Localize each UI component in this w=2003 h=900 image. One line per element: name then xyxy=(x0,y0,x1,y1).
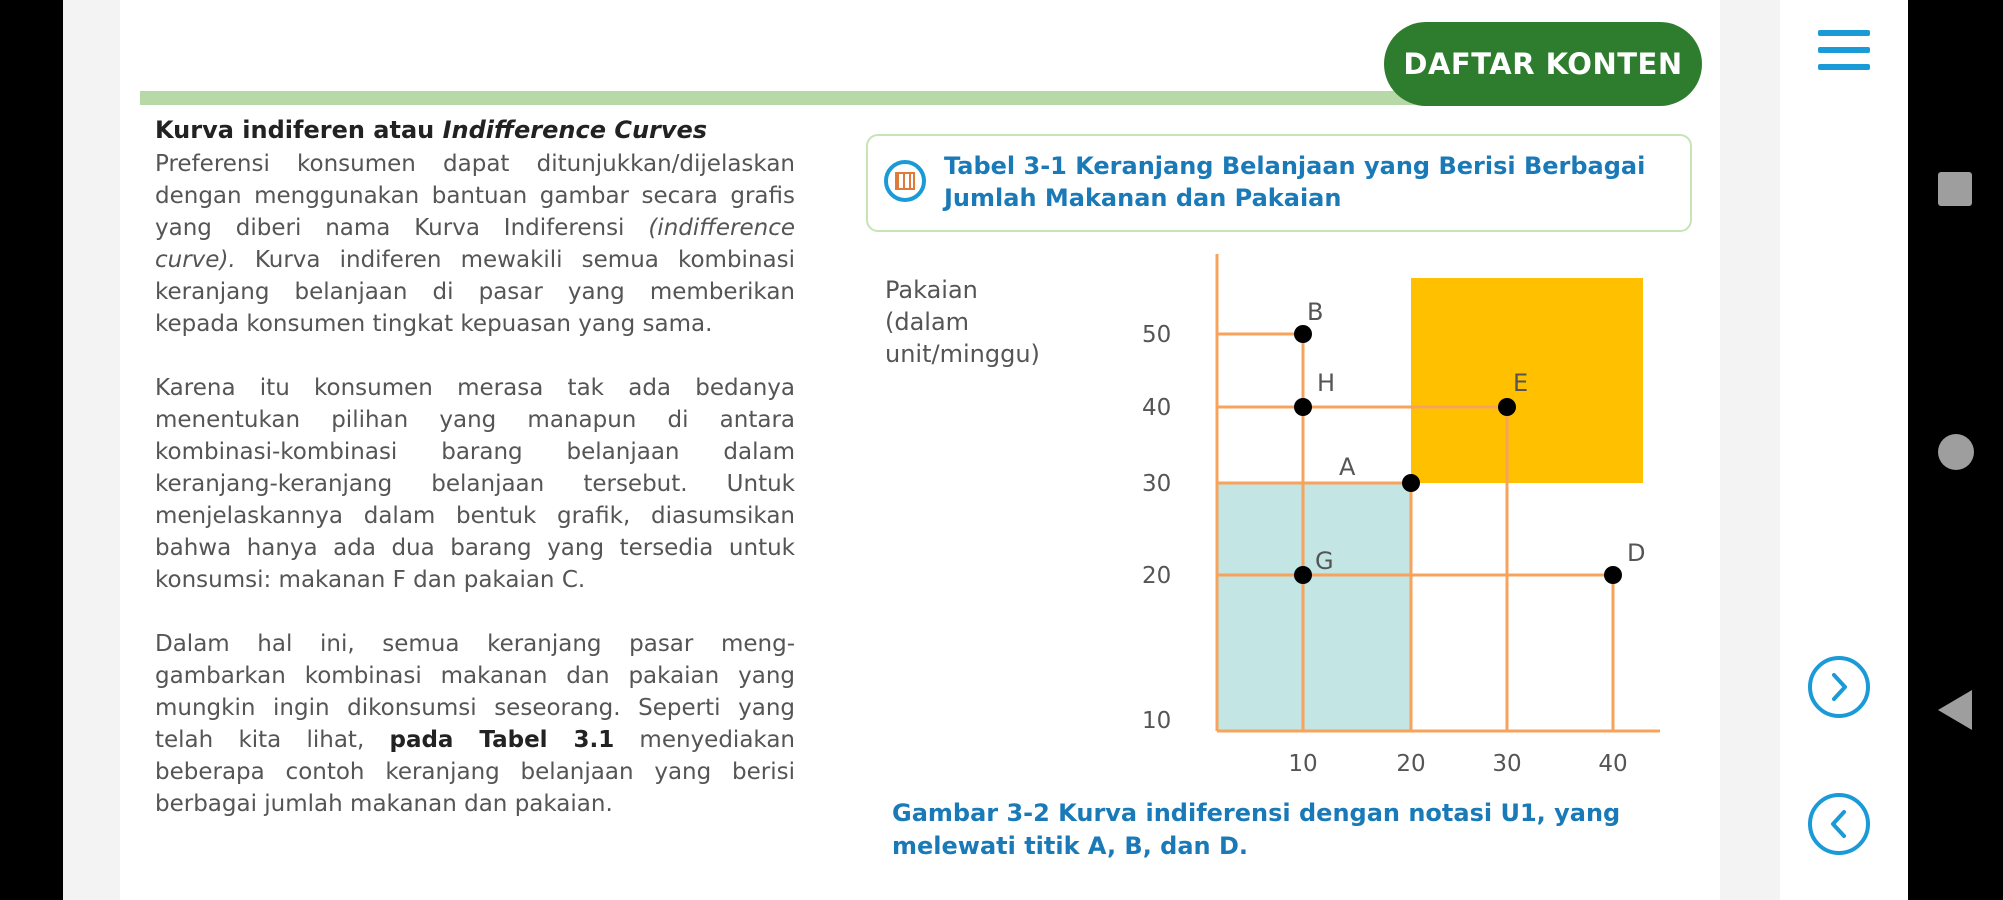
paragraph-2: Karena itu konsumen merasa tak ada bedanya menentukan pilihan yang manapun di antara kombinasi-kombinasi barang belanjaan dalam keranjang-keranjang belanjaan tersebut. Untuk menjelaskannya dalam bentuk grafik, diasumsikan bahwa hanya ada dua barang yang tersedia untuk konsumsi: makanan F dan pakaian C. xyxy=(155,375,795,593)
y-tick-label: 40 xyxy=(1142,395,1172,421)
y-axis-label: (dalam xyxy=(885,308,970,336)
table-caption: Tabel 3-1 Keranjang Belanjaan yang Berisi Berbagai Jumlah Makanan dan Pakaian xyxy=(944,152,1646,212)
less-preferred-region xyxy=(1217,483,1411,731)
x-tick-label: 40 xyxy=(1598,751,1628,777)
point-label-E: E xyxy=(1513,369,1529,397)
hamburger-menu-icon[interactable] xyxy=(1818,30,1870,74)
prev-page-button[interactable] xyxy=(1808,793,1870,855)
p3-bold[interactable]: pada Tabel 3.1 xyxy=(389,727,615,753)
side-panel xyxy=(1780,0,1908,900)
y-tick-label: 50 xyxy=(1142,322,1172,348)
article-text xyxy=(155,116,795,852)
point-label-D: D xyxy=(1627,539,1646,567)
next-page-button[interactable] xyxy=(1808,656,1870,718)
article-title xyxy=(155,116,795,144)
title-plain: Kurva indiferen atau xyxy=(155,116,443,144)
back-nav-icon[interactable] xyxy=(1938,690,1972,730)
point-label-A: A xyxy=(1339,453,1356,481)
y-tick-label: 10 xyxy=(1142,708,1172,734)
x-tick-label: 20 xyxy=(1396,751,1426,777)
indifference-chart xyxy=(870,250,1670,790)
p1-text-a: Preferensi konsumen dapat ditunjukkan/dijelaskan dengan menggunakan bantuan gambar secara grafis yang diberi nama Kurva Indiferensi xyxy=(155,151,795,241)
home-nav-icon[interactable] xyxy=(1938,434,1974,470)
chevron-left-icon xyxy=(1812,797,1866,851)
point-label-B: B xyxy=(1307,298,1324,326)
y-axis-label: unit/minggu) xyxy=(885,340,1040,368)
daftar-konten-button[interactable]: DAFTAR KONTEN xyxy=(1384,22,1702,106)
table-icon xyxy=(884,160,926,202)
p3-text-b: menyediakan beberapa contoh keranjang belanjaan yang berisi berbagai jumlah makanan dan pakaian. xyxy=(155,727,795,817)
x-tick-label: 30 xyxy=(1492,751,1522,777)
table-reference-box[interactable] xyxy=(866,134,1692,232)
chevron-right-icon xyxy=(1812,660,1866,714)
p3-text-a: Dalam hal ini, semua keranjang pasar meng-gambarkan kombinasi makanan dan pakaian yang mungkin ingin dikonsumsi seseorang. Seperti yang telah kita lihat, xyxy=(155,631,795,753)
y-tick-label: 30 xyxy=(1142,471,1172,497)
y-axis-label: Pakaian xyxy=(885,276,978,304)
title-italic: Indifference Curves xyxy=(442,116,708,144)
y-tick-label: 20 xyxy=(1142,563,1172,589)
p1-italic: (indifference curve). xyxy=(155,215,795,273)
point-A xyxy=(1402,474,1420,492)
paragraph-1 xyxy=(155,148,795,340)
section-divider xyxy=(140,91,1480,105)
paragraph-3 xyxy=(155,628,795,820)
point-H xyxy=(1294,398,1312,416)
p1-text-b: Kurva indiferen mewakili semua kombinasi keranjang belanjaan di pasar yang memberikan kepada konsumen tingkat kepuasan yang sama. xyxy=(155,247,795,337)
point-label-H: H xyxy=(1317,369,1336,397)
point-G xyxy=(1294,566,1312,584)
point-D xyxy=(1604,566,1622,584)
point-E xyxy=(1498,398,1516,416)
figure-caption: Gambar 3-2 Kurva indiferensi dengan notasi U1, yang melewati titik A, B, dan D. xyxy=(892,799,1621,860)
recents-nav-icon[interactable] xyxy=(1938,172,1972,206)
x-tick-label: 10 xyxy=(1288,751,1318,777)
point-label-G: G xyxy=(1315,547,1334,575)
point-B xyxy=(1294,325,1312,343)
